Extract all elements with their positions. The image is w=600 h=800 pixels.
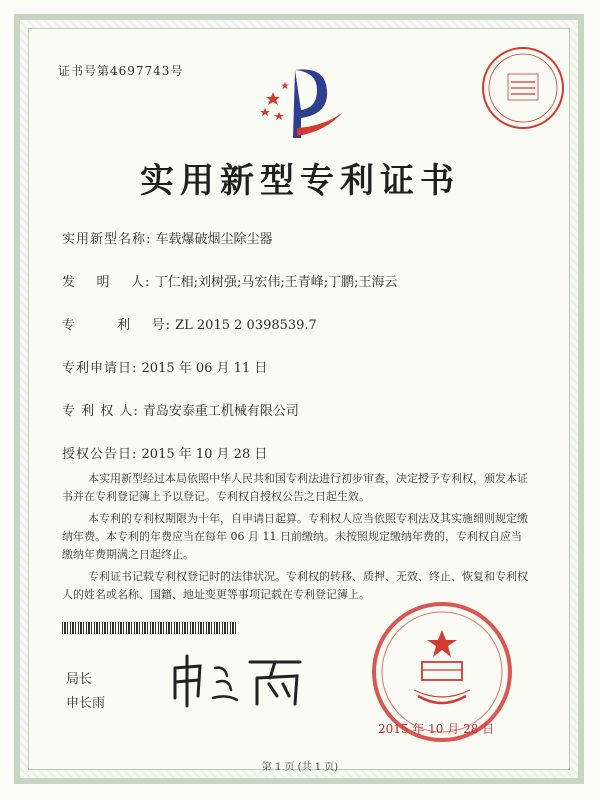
patentee-row [62, 400, 299, 419]
certificate-text [62, 470, 532, 608]
barcode [62, 622, 237, 634]
grant-date-label: 授权公告日: [62, 447, 138, 462]
application-date-label: 专利申请日: [62, 361, 138, 376]
paragraph: 本实用新型经过本局依照中华人民共和国专利法进行初步审查，决定授予专利权，颁发本证书并在专利登记簿上予以登记。专利权自授权公告之日起生效。 [62, 472, 528, 503]
paragraph: 本专利的专利权期限为十年，自申请日起算。专利权人应当依照专利法及其实施细则规定缴纳年费。本专利的年费应当在每年 06 月 11 日前缴纳。未按照规定缴纳年费的，专利权自应当缴纳年费期满之日起终止。 [62, 512, 528, 561]
patent-number-row [62, 314, 317, 333]
page-footer: 第 1 页 (共 1 页) [261, 762, 339, 773]
sipo-logo-icon [255, 62, 345, 142]
grant-date-value: 2015 年 10 月 28 日 [141, 447, 268, 462]
paragraph: 专利证书记载专利权登记时的法律状况。专利权的转移、质押、无效、终止、恢复和专利权人的姓名或名称、国籍、地址变更等事项记载在专利登记簿上。 [62, 570, 528, 601]
director-signature [165, 648, 315, 708]
patentee-label: 专 利 权 人: [62, 404, 139, 419]
application-date-row [62, 357, 267, 376]
inventors-label: 发 明 人: [62, 275, 151, 290]
director-title: 局长 [66, 672, 93, 687]
seal-date: 2015 年 10 月 28 日 [378, 722, 495, 736]
utility-model-name-value: 车载爆破烟尘除尘器 [155, 232, 273, 247]
page-title: 实用新型专利证书 [140, 161, 460, 201]
patent-number-value: ZL 2015 2 0398539.7 [175, 318, 317, 333]
agency-seal-icon [475, 40, 571, 136]
inventors-value: 丁仁相;刘树强;马宏伟;王青峰;丁鹏;王海云 [154, 275, 398, 290]
patentee-value: 青岛安泰重工机械有限公司 [142, 404, 299, 419]
grant-date-row [62, 443, 267, 462]
utility-model-name-row [62, 228, 273, 247]
director-name: 申长雨 [66, 696, 106, 711]
patent-number-label: 专 利 号: [62, 318, 171, 333]
inventors-row [62, 271, 398, 290]
certificate-number: 证书号第4697743号 [58, 64, 184, 78]
utility-model-name-label: 实用新型名称: [62, 232, 152, 247]
application-date-value: 2015 年 06 月 11 日 [141, 361, 268, 376]
